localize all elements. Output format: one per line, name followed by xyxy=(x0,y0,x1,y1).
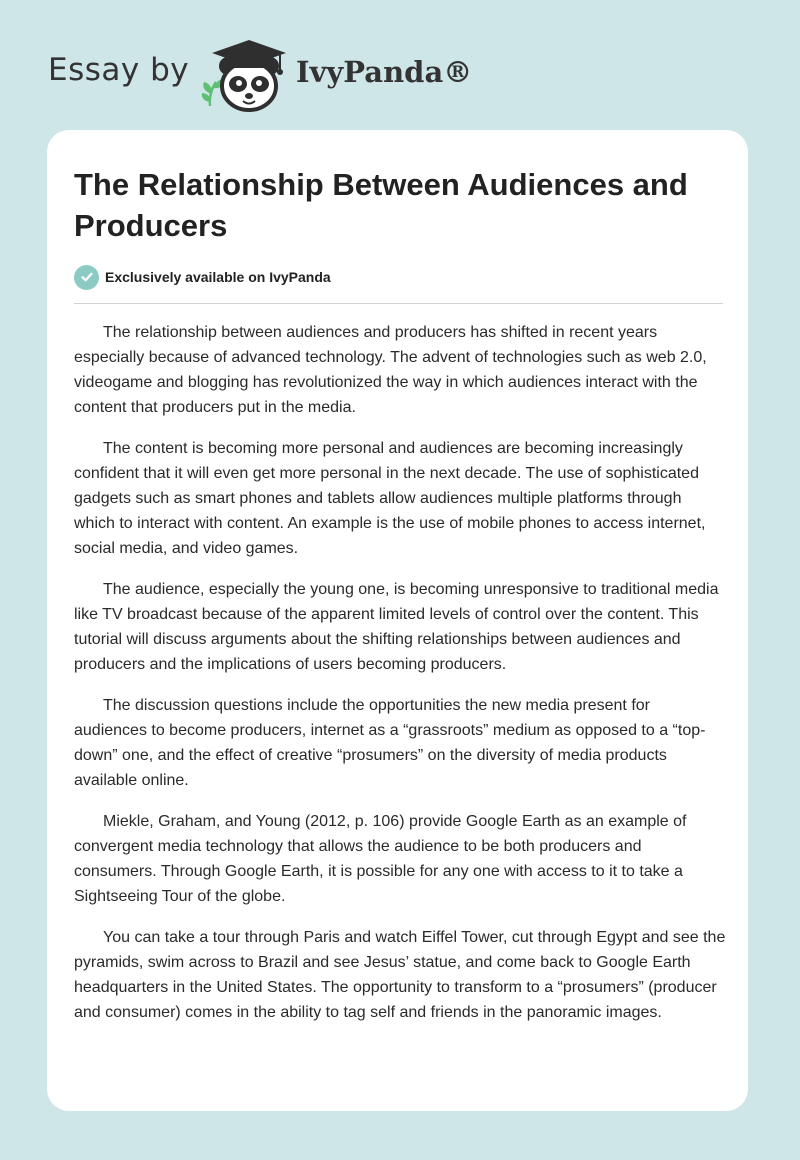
paragraph: The relationship between audiences and producers has shifted in recent years especially because of advanced technology. The advent of technologies such as web 2.0, videogame and blogging has revolutionized the way in which audiences interact with the content that producers put in the media. xyxy=(74,324,707,416)
exclusive-badge xyxy=(74,264,331,290)
paragraph: The audience, especially the young one, is becoming unresponsive to traditional media like TV broadcast because of the apparent limited levels of control over the content. This tutorial will discuss arguments about the shifting relationships between audiences and producers and the implications of users becoming producers. xyxy=(74,581,719,673)
site-header xyxy=(48,30,508,110)
divider xyxy=(74,303,723,304)
check-circle-icon xyxy=(74,265,99,290)
paragraph: You can take a tour through Paris and watch Eiffel Tower, cut through Egypt and see the pyramids, swim across to Brazil and see Jesus’ statue, and come back to Google Earth headquarters in the United States. The opportunity to transform to a “prosumers” (producer and consumer) comes in the ability to tag self and friends in the panoramic images. xyxy=(74,929,726,1021)
paragraph: The discussion questions include the opportunities the new media present for audiences to become producers, internet as a “grassroots” medium as opposed to a “top-down” one, and the effect of creative “prosumers” on the diversity of media products available online. xyxy=(74,697,706,789)
exclusive-badge-label: Exclusively available on IvyPanda xyxy=(105,269,331,285)
essay-by-label: Essay by xyxy=(48,52,190,88)
panda-logo-icon[interactable] xyxy=(200,36,292,112)
brand-name[interactable]: IvyPanda® xyxy=(296,55,473,89)
paragraph: Miekle, Graham, and Young (2012, p. 106) provide Google Earth as an example of convergent media technology that allows the audience to be both producers and consumers. Through Google Earth, it is possible for any one with access to it to take a Sightseeing Tour of the globe. xyxy=(74,813,687,905)
page-title: The Relationship Between Audiences and Producers xyxy=(74,167,688,243)
essay-body xyxy=(74,320,726,1041)
essay-card xyxy=(47,130,748,1111)
paragraph: The content is becoming more personal and audiences are becoming increasingly confident that it will even get more personal in the next decade. The use of sophisticated gadgets such as smart phones and tablets allow audiences multiple platforms through which to interact with content. An example is the use of mobile phones to access internet, social media, and video games. xyxy=(74,440,706,557)
